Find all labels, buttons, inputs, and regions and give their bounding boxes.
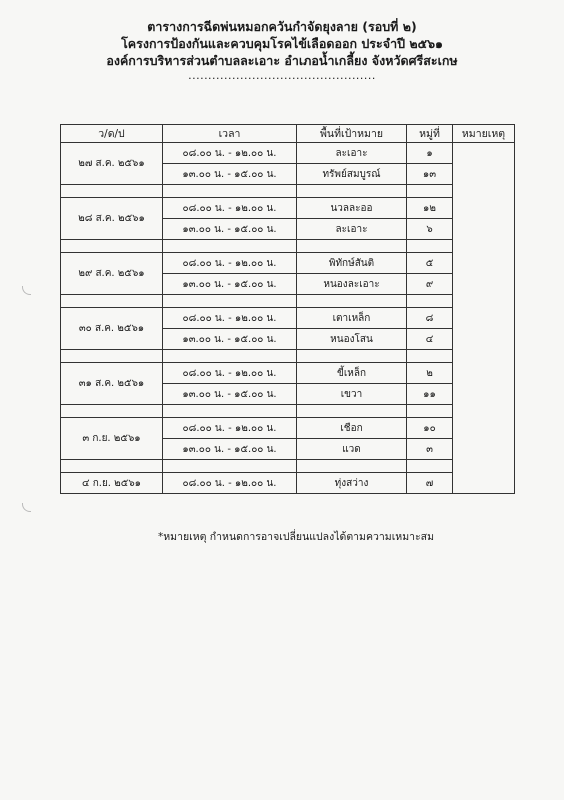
spacer-cell	[297, 185, 407, 198]
area-cell: นวลละออ	[297, 198, 407, 219]
spacer-cell	[61, 350, 163, 363]
time-cell: ๐๘.๐๐ น. - ๑๒.๐๐ น.	[163, 418, 297, 439]
village-cell: ๘	[407, 308, 453, 329]
note-cell	[453, 274, 515, 295]
village-cell: ๖	[407, 219, 453, 240]
spacer-cell	[297, 460, 407, 473]
spacer-cell	[297, 350, 407, 363]
table-row	[61, 363, 515, 384]
spacer-cell	[453, 185, 515, 198]
spacer-cell	[453, 405, 515, 418]
spacer-cell	[163, 460, 297, 473]
area-cell: ละเอาะ	[297, 143, 407, 164]
village-cell: ๑๒	[407, 198, 453, 219]
spacer-cell	[407, 240, 453, 253]
col-header-village: หมู่ที่	[407, 125, 453, 143]
time-cell: ๐๘.๐๐ น. - ๑๒.๐๐ น.	[163, 198, 297, 219]
village-cell: ๗	[407, 473, 453, 494]
spacer-cell	[297, 405, 407, 418]
spacer-cell	[163, 295, 297, 308]
table-header-row	[61, 125, 515, 143]
date-cell: ๓๐ ส.ค. ๒๕๖๑	[61, 308, 163, 350]
spacer-cell	[61, 405, 163, 418]
table-row	[61, 198, 515, 219]
spacer-cell	[61, 295, 163, 308]
date-cell: ๒๗ ส.ค. ๒๕๖๑	[61, 143, 163, 185]
time-cell: ๐๘.๐๐ น. - ๑๒.๐๐ น.	[163, 308, 297, 329]
spacer-cell	[407, 295, 453, 308]
note-cell	[453, 164, 515, 185]
village-cell: ๑	[407, 143, 453, 164]
date-cell: ๓ ก.ย. ๒๕๖๑	[61, 418, 163, 460]
spacer-cell	[297, 295, 407, 308]
col-header-time: เวลา	[163, 125, 297, 143]
spacer-cell	[163, 240, 297, 253]
area-cell: พิทักษ์สันติ	[297, 253, 407, 274]
col-header-area: พื้นที่เป้าหมาย	[297, 125, 407, 143]
village-cell: ๑๑	[407, 384, 453, 405]
village-cell: ๒	[407, 363, 453, 384]
table-row	[61, 308, 515, 329]
schedule-table	[60, 124, 515, 494]
note-cell	[453, 439, 515, 460]
note-cell	[453, 143, 515, 164]
time-cell: ๑๓.๐๐ น. - ๑๕.๐๐ น.	[163, 164, 297, 185]
area-cell: เชือก	[297, 418, 407, 439]
area-cell: ขี้เหล็ก	[297, 363, 407, 384]
time-cell: ๑๓.๐๐ น. - ๑๕.๐๐ น.	[163, 439, 297, 460]
area-cell: ทรัพย์สมบูรณ์	[297, 164, 407, 185]
note-cell	[453, 198, 515, 219]
table-row	[61, 473, 515, 494]
date-cell: ๒๙ ส.ค. ๒๕๖๑	[61, 253, 163, 295]
scan-mark	[22, 286, 31, 295]
time-cell: ๐๘.๐๐ น. - ๑๒.๐๐ น.	[163, 473, 297, 494]
area-cell: เขวา	[297, 384, 407, 405]
col-header-date: ว/ด/ป	[61, 125, 163, 143]
time-cell: ๐๘.๐๐ น. - ๑๒.๐๐ น.	[163, 143, 297, 164]
spacer-cell	[453, 295, 515, 308]
document-title: ตารางการฉีดพ่นหมอกควันกำจัดยุงลาย (รอบที่ ๒)	[147, 19, 417, 34]
time-cell: ๑๓.๐๐ น. - ๑๕.๐๐ น.	[163, 329, 297, 350]
spacer-cell	[407, 185, 453, 198]
document-header	[0, 18, 564, 82]
spacer-cell	[453, 460, 515, 473]
date-cell: ๓๑ ส.ค. ๒๕๖๑	[61, 363, 163, 405]
dotted-separator: ...............................................	[188, 69, 376, 82]
note-cell	[453, 308, 515, 329]
note-cell	[453, 473, 515, 494]
time-cell: ๑๓.๐๐ น. - ๑๕.๐๐ น.	[163, 219, 297, 240]
area-cell: แวด	[297, 439, 407, 460]
time-cell: ๑๓.๐๐ น. - ๑๕.๐๐ น.	[163, 384, 297, 405]
project-title: โครงการป้องกันและควบคุมโรคไข้เลือดออก ประจำปี ๒๕๖๑	[121, 36, 443, 51]
note-cell	[453, 253, 515, 274]
date-cell: ๔ ก.ย. ๒๕๖๑	[61, 473, 163, 494]
area-cell: เตาเหล็ก	[297, 308, 407, 329]
note-cell	[453, 384, 515, 405]
group-spacer	[61, 295, 515, 308]
area-cell: หนองโสน	[297, 329, 407, 350]
col-header-note: หมายเหตุ	[453, 125, 515, 143]
table-row	[61, 418, 515, 439]
group-spacer	[61, 185, 515, 198]
spacer-cell	[407, 350, 453, 363]
scan-mark	[22, 503, 31, 512]
group-spacer	[61, 240, 515, 253]
area-cell: หนองละเอาะ	[297, 274, 407, 295]
spacer-cell	[453, 240, 515, 253]
village-cell: ๙	[407, 274, 453, 295]
time-cell: ๐๘.๐๐ น. - ๑๒.๐๐ น.	[163, 253, 297, 274]
spacer-cell	[61, 240, 163, 253]
spacer-cell	[407, 405, 453, 418]
spacer-cell	[61, 460, 163, 473]
village-cell: ๔	[407, 329, 453, 350]
footnote: *หมายเหตุ กำหนดการอาจเปลี่ยนแปลงได้ตามความเหมาะสม	[158, 531, 435, 543]
village-cell: ๓	[407, 439, 453, 460]
time-cell: ๑๓.๐๐ น. - ๑๕.๐๐ น.	[163, 274, 297, 295]
note-cell	[453, 219, 515, 240]
spacer-cell	[61, 185, 163, 198]
group-spacer	[61, 460, 515, 473]
village-cell: ๕	[407, 253, 453, 274]
spacer-cell	[163, 185, 297, 198]
spacer-cell	[453, 350, 515, 363]
spacer-cell	[163, 405, 297, 418]
spacer-cell	[297, 240, 407, 253]
group-spacer	[61, 405, 515, 418]
date-cell: ๒๘ ส.ค. ๒๕๖๑	[61, 198, 163, 240]
area-cell: ละเอาะ	[297, 219, 407, 240]
table-row	[61, 143, 515, 164]
note-cell	[453, 418, 515, 439]
note-cell	[453, 329, 515, 350]
table-row	[61, 253, 515, 274]
village-cell: ๑๓	[407, 164, 453, 185]
spacer-cell	[163, 350, 297, 363]
village-cell: ๑๐	[407, 418, 453, 439]
organization-line: องค์การบริหารส่วนตำบลละเอาะ อำเภอน้ำเกลี้ยง จังหวัดศรีสะเกษ	[106, 53, 458, 68]
group-spacer	[61, 350, 515, 363]
spacer-cell	[407, 460, 453, 473]
time-cell: ๐๘.๐๐ น. - ๑๒.๐๐ น.	[163, 363, 297, 384]
note-cell	[453, 363, 515, 384]
schedule-body	[61, 143, 515, 494]
area-cell: ทุ่งสว่าง	[297, 473, 407, 494]
